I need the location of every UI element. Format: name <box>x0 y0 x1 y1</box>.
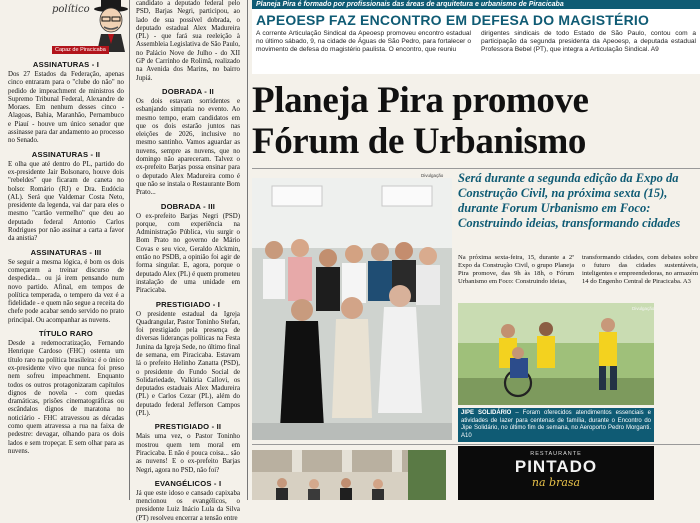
note-prestigiado-2 <box>136 422 240 474</box>
note-text: Já que este idoso e cansado capixaba mencionou os evangélicos, o presidente Luiz Inácio Lula da Silva (PT) resolveu encerrar a tensão entre <box>136 489 240 522</box>
note-heading: PRESTIGIADO - II <box>154 422 222 432</box>
note-heading: PRESTIGIADO - I <box>155 299 221 309</box>
headline-rule <box>252 168 700 169</box>
strip-text-right: dirigentes sindicais de todo Estado de São Paulo, contou com a participação da segunda presidenta da Apeoesp, a deputada estadual Professora Bebel (PT), que integra a Articulação Sindical. A9 <box>481 30 696 53</box>
strip-title: APEOESP FAZ ENCONTRO EM DEFESA DO MAGISTÉRIO <box>256 12 650 28</box>
note-dobrada-3 <box>136 202 240 296</box>
strip-body <box>252 29 700 55</box>
note-dobrada-intro <box>136 0 240 83</box>
main-headline <box>252 80 700 162</box>
column-political-notes-continued <box>132 0 244 522</box>
article-body-right: transformando cidades, com debates sobre o futuro das cidades sustentáveis, inteligentes e empreendedoras, no armazém 14 do Engenho Central de Piracicaba. A3 <box>582 254 698 285</box>
top-news-strip <box>252 0 700 74</box>
column-logo <box>8 0 124 56</box>
note-text: O presidente estadual da Igreja Quadrangular, Pastor Toninho Stefan, foi prestigiado pela presença de diversas lideranças políticas na Festa Junina da Igreja Sede, no último final de semana, em Piracicaba. Estavam lá o prefeito Helinho Zanatta (PSD), o presidente do Fundo Social de Solidariedade, Valkiria Callovi, os deputados estaduais Alex Madureira (PL) e Carlos Cezar (PL), além do deputado federal Jefferson Campos (PL). <box>136 310 240 418</box>
note-text: O ex-prefeito Barjas Negri (PSD) porque, com experiência na Administração Pública, viu surgir o Bom Prato no governo de Mário Covas e seu vice, Geraldo Alckmin, então no PSDB, a opinião foi agir de forma singular. E, agora, porque o deputado Alex (PL) é quem prometeu instalação de uma unidade em Piracicaba. <box>136 212 240 295</box>
note-evangelicos-1 <box>136 479 240 523</box>
column-logo-text: político <box>52 4 90 15</box>
jipe-photo-illustration <box>458 303 654 405</box>
note-assinaturas-1 <box>8 60 124 146</box>
column-divider <box>129 0 130 500</box>
note-heading: ASSINATURAS - I <box>32 60 100 69</box>
note-text: Desde a redemocratização, Fernando Henrique Cardoso (FHC) ostenta um título raro na política brasileira: é o único ex-presidente vivo que nunca foi preso nem sofreu impeachment. Enquanto todos os outros protagonizaram capítulos dignos de novela - com quedas dramáticas, prisões cinematográficas ou escândalos dignos de maratona no noticiário - FHC atravessou as décadas como quem atravessa a rua na faixa de pedestre: devagar, olhando para os dois lados e sem tropeçar. E sem olhar para as nuvens. <box>8 340 124 455</box>
note-titulo-raro <box>8 329 124 456</box>
jipe-solidario-caption <box>458 408 654 442</box>
note-text: Os dois estavam sorridentes e esbanjando simpatia no evento. Ao mesmo tempo, eram candidatos em que os dois estarão juntos nas eleições de 2026, inclusive no mesmo santinho. Vamos aguardar as nuvens, sempre as nuvens, que no domingo não apareceram. Talvez o ex-prefeito Barjas possa ensinar para o deputado Alex Madureira como é que não se instala o Restaurante Bom Prato... <box>136 97 240 197</box>
column-political-notes <box>0 0 128 500</box>
article-subhead: Será durante a segunda edição da Expo da Construção Civil, na próxima sexta (15), durante Forum Urbanismo em Foco: Construindo ideias, transformando cidades <box>458 171 681 230</box>
bottom-rule <box>252 444 700 445</box>
ad-small-text: RESTAURANTE <box>530 451 582 457</box>
note-text: Dos 27 Estados da Federação, apenas cinco entraram para o "clube do não" no pedido de impeachment de ministros do Supremo Tribunal Federal, Alexandre de Moraes. Em nenhum desses cinco - Alagoas, Bahia, Maranhão, Pernambuco e Piauí - houve um único senador que assinasse para dar andamento ao processo no Senado. <box>8 71 124 145</box>
note-heading: EVANGÉLICOS - I <box>154 478 222 488</box>
article-body <box>458 254 698 286</box>
caricature-caption: Capaz de Piracicaba <box>52 46 109 54</box>
jipe-caption-text: – Foram oferecidos atendimentos essenciais e atividades de lazer para centenas de família, durante o Encontro do Jipe Solidário, no último fim de semana, no Aeroporto Pedro Morganti. A10 <box>461 410 652 439</box>
bottom-group-photo <box>252 450 446 500</box>
article-body-left: Na próxima sexta-feira, 15, durante a 2ª Expo da Construção Civil, o grupo Planeja Pira promove, das 9h às 18h, o Fórum Urbanismo em Foco: Construindo ideias, <box>458 254 574 285</box>
note-heading: ASSINATURAS - III <box>30 247 102 257</box>
note-assinaturas-2 <box>8 150 124 244</box>
note-text: E olha que até dentro do PL, partido do ex-presidente Jair Bolsonaro, houve dois "rebeldes" que ficaram de caneta no bolso: Romário (RJ) e Dra. Eudócia (AL). Será que Valdemar Costa Neto, presidente da legenda, vai dar para eles o mesmo "cartão vermelho" que deu ao deputado federal Antonio Carlos Rodrigues por não assinar a carta a favor da anistia? <box>8 160 124 243</box>
ad-restaurant-name: PINTADO <box>514 457 598 476</box>
note-assinaturas-3 <box>8 248 124 325</box>
headline-line-2: Fórum de Urbanismo <box>252 121 587 162</box>
column-divider <box>247 0 248 500</box>
note-dobrada-2 <box>136 87 240 198</box>
headline-line-1: Planeja Pira promove <box>252 80 589 121</box>
jipe-caption-label: JIPE SOLIDÁRIO <box>461 410 512 416</box>
small-photo-credit: Divulgação <box>632 306 655 311</box>
ad-script-text: na brasa <box>531 476 581 489</box>
bottom-photo-illustration <box>252 450 446 500</box>
group-photo-illustration <box>252 178 452 440</box>
photo-credit: Divulgação <box>421 173 444 178</box>
note-heading: TÍTULO RARO <box>38 329 94 339</box>
restaurant-ad <box>458 446 654 500</box>
main-group-photo <box>252 178 452 440</box>
note-heading: ASSINATURAS - II <box>31 149 101 159</box>
note-text: candidato a deputado federal pelo PSD, Barjas Negri, participou, ao lado de sua possível dobrada, o deputado estadual Alex Madureira (PL) - que fará sua reeleição à Assembleia Legislativa de São Paulo, no Palácio Nove de Julho - do XII GP de Carrinho de Rolimã, realizado na Avenida dos Marins, no bairro Jupiá. <box>136 0 240 82</box>
strip-bar-text: Planeja Pira é formado por profissionais das áreas de arquitetura e urbanismo de Piracicaba <box>252 0 700 9</box>
note-prestigiado-1 <box>136 300 240 419</box>
note-text: Se seguir a mesma lógica, é bom os dois começarem a treinar discurso de despedida... ou já irem pensando num novo partido. Afinal, em tempos de política temperada, o tempero da vez é a fidelidade - e quem não segue a receita do chefe pode acabar sendo servido no prato principal. Ou acompanhar as nuvens. <box>8 258 124 324</box>
note-text: Mais uma vez, o Pastor Toninho mostrou quem tem moral em Piracicaba. E não é pouca coisa... são as nuvens! E o ex-prefeito Barjas Negri, agora no PSD, não foi? <box>136 433 240 474</box>
note-heading: DOBRADA - III <box>160 201 216 211</box>
note-heading: DOBRADA - II <box>162 86 214 96</box>
caricature-illustration <box>91 0 131 52</box>
strip-text-left: A corrente Articulação Sindical da Apeoesp promoveu encontro estadual no último sábado, 9, na cidade de Águas de São Pedro, para fortalecer o movimento de defesa do magistério paulista. O encontro, que reuniu <box>256 30 471 53</box>
jipe-solidario-photo <box>458 303 654 405</box>
